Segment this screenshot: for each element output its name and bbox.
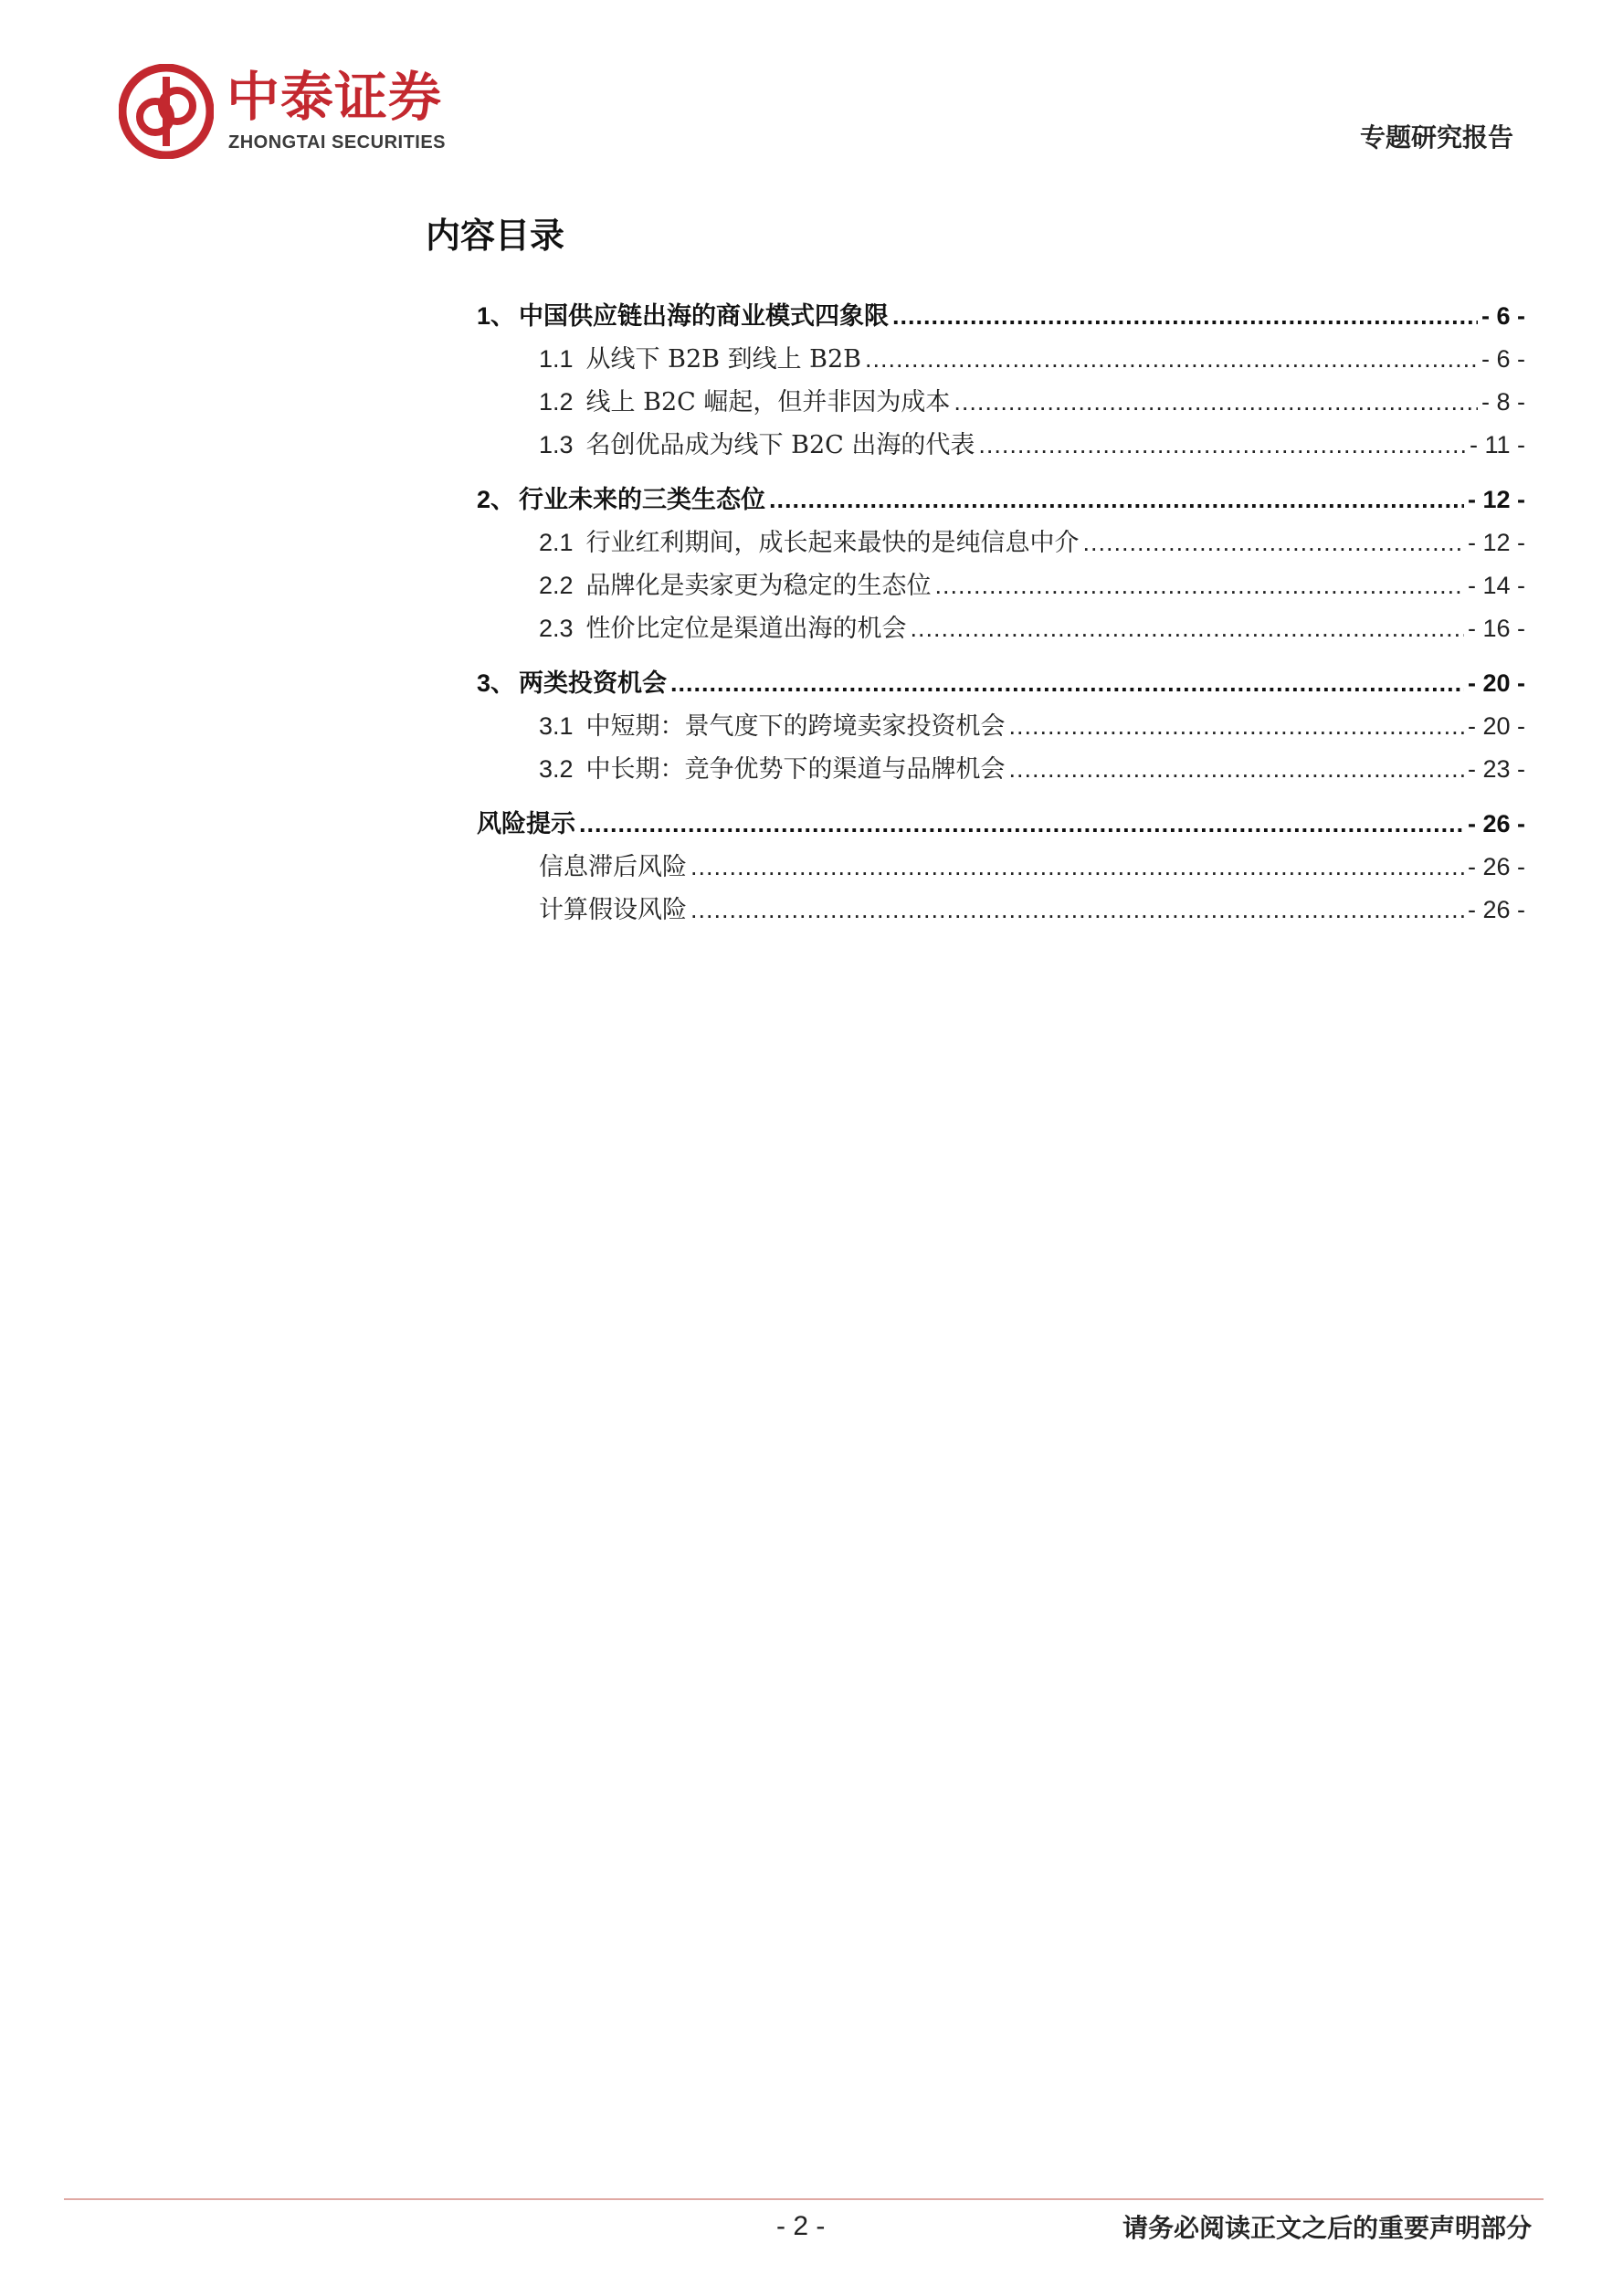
- toc-entry-label: 中国供应链出海的商业模式四象限: [519, 302, 890, 331]
- toc-dot-leader: [954, 381, 1478, 424]
- toc-section-entry[interactable]: [477, 479, 1525, 521]
- toc-entry-label: 名创优品成为线下 B2C 出海的代表: [585, 431, 975, 459]
- toc-dot-leader: [690, 889, 1464, 932]
- toc-entry-number: 2、: [477, 486, 516, 513]
- toc-entry-page: - 8 -: [1481, 388, 1525, 416]
- toc-section-entry[interactable]: [477, 803, 1525, 846]
- toc-entry-page: - 23 -: [1467, 755, 1525, 783]
- toc-entry-label: 品牌化是卖家更为稳定的生态位: [585, 572, 932, 600]
- toc-entry-number: 2.2: [539, 572, 574, 599]
- toc-entry-label: 行业红利期间，成长起来最快的是纯信息中介: [585, 529, 1080, 557]
- toc-subsection-entry[interactable]: [477, 846, 1525, 889]
- logo-english-name: ZHONGTAI SECURITIES: [228, 132, 447, 153]
- toc-subsection-entry[interactable]: [477, 607, 1525, 650]
- toc-dot-leader: [690, 846, 1464, 889]
- toc-dot-leader: [579, 803, 1464, 846]
- toc-subsection-entry[interactable]: [477, 338, 1525, 381]
- toc-entry-number: 2.1: [539, 529, 574, 556]
- toc-entry-number: 1.3: [539, 431, 574, 458]
- toc-entry-number: 3.2: [539, 755, 574, 783]
- toc-entry-number: 1.2: [539, 388, 574, 416]
- toc-entry-label: 中短期：景气度下的跨境卖家投资机会: [585, 712, 1006, 741]
- toc-entry-page: - 12 -: [1467, 486, 1525, 513]
- toc-entry-page: - 20 -: [1467, 669, 1525, 697]
- toc-entry-label: 性价比定位是渠道出海的机会: [585, 615, 907, 643]
- toc-entry-page: - 12 -: [1467, 529, 1525, 556]
- table-of-contents: [477, 295, 1525, 932]
- toc-entry-number: 3.1: [539, 712, 574, 740]
- toc-subsection-entry[interactable]: [477, 424, 1525, 467]
- toc-entry-page: - 14 -: [1467, 572, 1525, 599]
- toc-dot-leader: [865, 338, 1478, 381]
- toc-dot-leader: [1083, 521, 1464, 564]
- toc-entry-number: 2.3: [539, 615, 574, 642]
- toc-entry-number: 1.1: [539, 345, 574, 373]
- toc-subsection-entry[interactable]: [477, 705, 1525, 748]
- toc-subsection-entry[interactable]: [477, 521, 1525, 564]
- toc-subsection-entry[interactable]: [477, 564, 1525, 607]
- toc-dot-leader: [978, 424, 1466, 467]
- toc-section-entry[interactable]: [477, 295, 1525, 338]
- toc-entry-page: - 26 -: [1467, 896, 1525, 923]
- toc-entry-label: 信息滞后风险: [539, 853, 687, 881]
- toc-dot-leader: [670, 662, 1464, 705]
- footer-divider: [64, 2198, 1544, 2200]
- toc-entry-page: - 11 -: [1469, 431, 1525, 458]
- toc-dot-leader: [1009, 705, 1464, 748]
- toc-title: 内容目录: [426, 215, 565, 256]
- toc-entry-page: - 26 -: [1467, 810, 1525, 837]
- toc-dot-leader: [769, 479, 1464, 521]
- toc-subsection-entry[interactable]: [477, 381, 1525, 424]
- footer-page-number: - 2 -: [776, 2211, 826, 2241]
- report-type-label: 专题研究报告: [1359, 122, 1513, 153]
- toc-subsection-entry[interactable]: [477, 748, 1525, 791]
- toc-dot-leader: [892, 295, 1478, 338]
- toc-entry-number: 1、: [477, 302, 516, 330]
- toc-entry-page: - 20 -: [1467, 712, 1525, 740]
- toc-entry-label: 从线下 B2B 到线上 B2B: [585, 345, 862, 374]
- toc-dot-leader: [911, 607, 1464, 650]
- toc-entry-page: - 26 -: [1467, 853, 1525, 880]
- toc-entry-label: 中长期：竞争优势下的渠道与品牌机会: [585, 755, 1006, 784]
- toc-entry-page: - 16 -: [1467, 615, 1525, 642]
- toc-dot-leader: [1009, 748, 1464, 791]
- toc-dot-leader: [935, 564, 1464, 607]
- toc-entry-number: 3、: [477, 669, 516, 697]
- toc-entry-label: 两类投资机会: [519, 669, 668, 698]
- zhongtai-logo-icon: [119, 64, 214, 159]
- toc-entry-label: 线上 B2C 崛起，但并非因为成本: [585, 388, 951, 416]
- logo-chinese-name: 中泰证券: [227, 66, 443, 128]
- toc-entry-page: - 6 -: [1481, 345, 1525, 373]
- toc-entry-label: 行业未来的三类生态位: [519, 486, 766, 514]
- toc-entry-label: 计算假设风险: [539, 896, 687, 924]
- toc-entry-page: - 6 -: [1481, 302, 1525, 330]
- footer-disclaimer: 请务必阅读正文之后的重要声明部分: [1122, 2213, 1532, 2243]
- company-logo: [119, 64, 484, 164]
- toc-section-entry[interactable]: [477, 662, 1525, 705]
- toc-subsection-entry[interactable]: [477, 889, 1525, 932]
- toc-entry-label: 风险提示: [477, 810, 575, 838]
